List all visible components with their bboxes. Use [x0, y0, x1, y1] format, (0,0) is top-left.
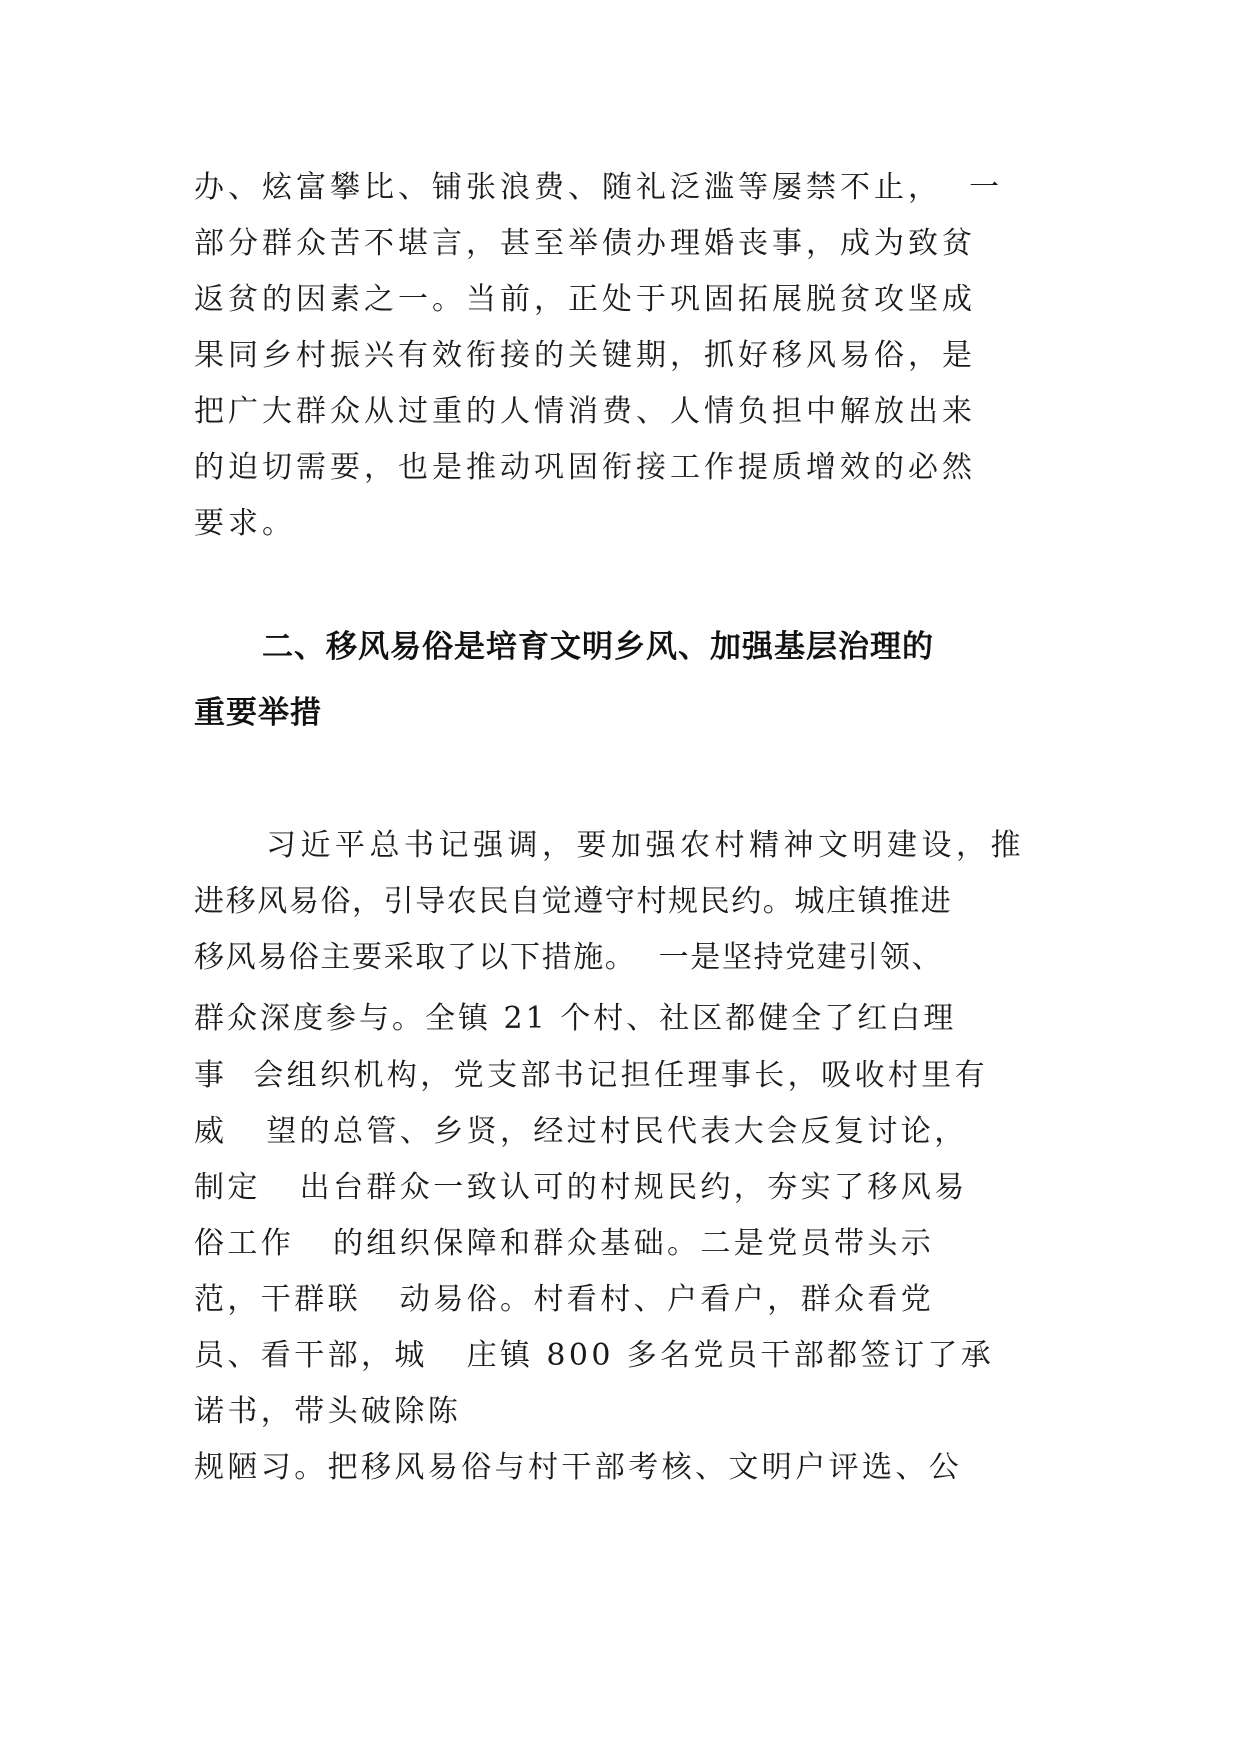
paragraph-1-line-6: 的迫切需要，也是推动巩固衔接工作提质增效的必然 — [194, 450, 976, 485]
paragraph-2-line-12: 规陋习。把移风易俗与村干部考核、文明户评选、公 — [194, 1450, 963, 1485]
paragraph-1-line-7: 要求。 — [194, 506, 296, 541]
paragraph-2-line-8: 俗工作 的组织保障和群众基础。二是党员带头示 — [194, 1226, 935, 1261]
paragraph-1-line-5: 把广大群众从过重的人情消费、人情负担中解放出来 — [194, 394, 976, 429]
paragraph-1-line-3: 返贫的因素之一。当前，正处于巩固拓展脱贫攻坚成 — [194, 282, 976, 317]
paragraph-2-line-3: 移风易俗主要采取了以下措施。 一是坚持党建引领、 — [194, 940, 944, 975]
paragraph-2-line-5: 事 会组织机构，党支部书记担任理事长，吸收村里有 — [194, 1058, 989, 1093]
section-heading-line-1: 二、移风易俗是培育文明乡风、加强基层治理的 — [262, 629, 934, 665]
paragraph-2-line-9: 范，干群联 动易俗。村看村、户看户，群众看党 — [194, 1282, 935, 1317]
paragraph-2-line-1: 习近平总书记强调，要加强农村精神文明建设，推 — [266, 828, 1025, 863]
paragraph-1-line-1: 办、炫富攀比、铺张浪费、随礼泛滥等屡禁不止， 一 — [194, 170, 1004, 205]
section-heading-line-2: 重要举措 — [194, 695, 322, 731]
paragraph-1-line-4: 果同乡村振兴有效衔接的关键期，抓好移风易俗，是 — [194, 338, 976, 373]
paragraph-2-line-7: 制定 出台群众一致认可的村规民约，夯实了移风易 — [194, 1170, 968, 1205]
paragraph-2-line-6: 威 望的总管、乡贤，经过村民代表大会反复讨论， — [194, 1114, 968, 1149]
paragraph-2-line-10: 员、看干部，城 庄镇 800 多名党员干部都签订了承 — [194, 1338, 995, 1373]
paragraph-2-line-11: 诺书，带头破除陈 — [194, 1394, 462, 1429]
paragraph-2-line-2: 进移风易俗，引导农民自觉遵守村规民约。城庄镇推进 — [194, 884, 953, 919]
paragraph-1-line-2: 部分群众苦不堪言，甚至举债办理婚丧事，成为致贫 — [194, 226, 976, 261]
paragraph-2-line-4: 群众深度参与。全镇 21 个村、社区都健全了红白理 — [194, 1001, 957, 1036]
